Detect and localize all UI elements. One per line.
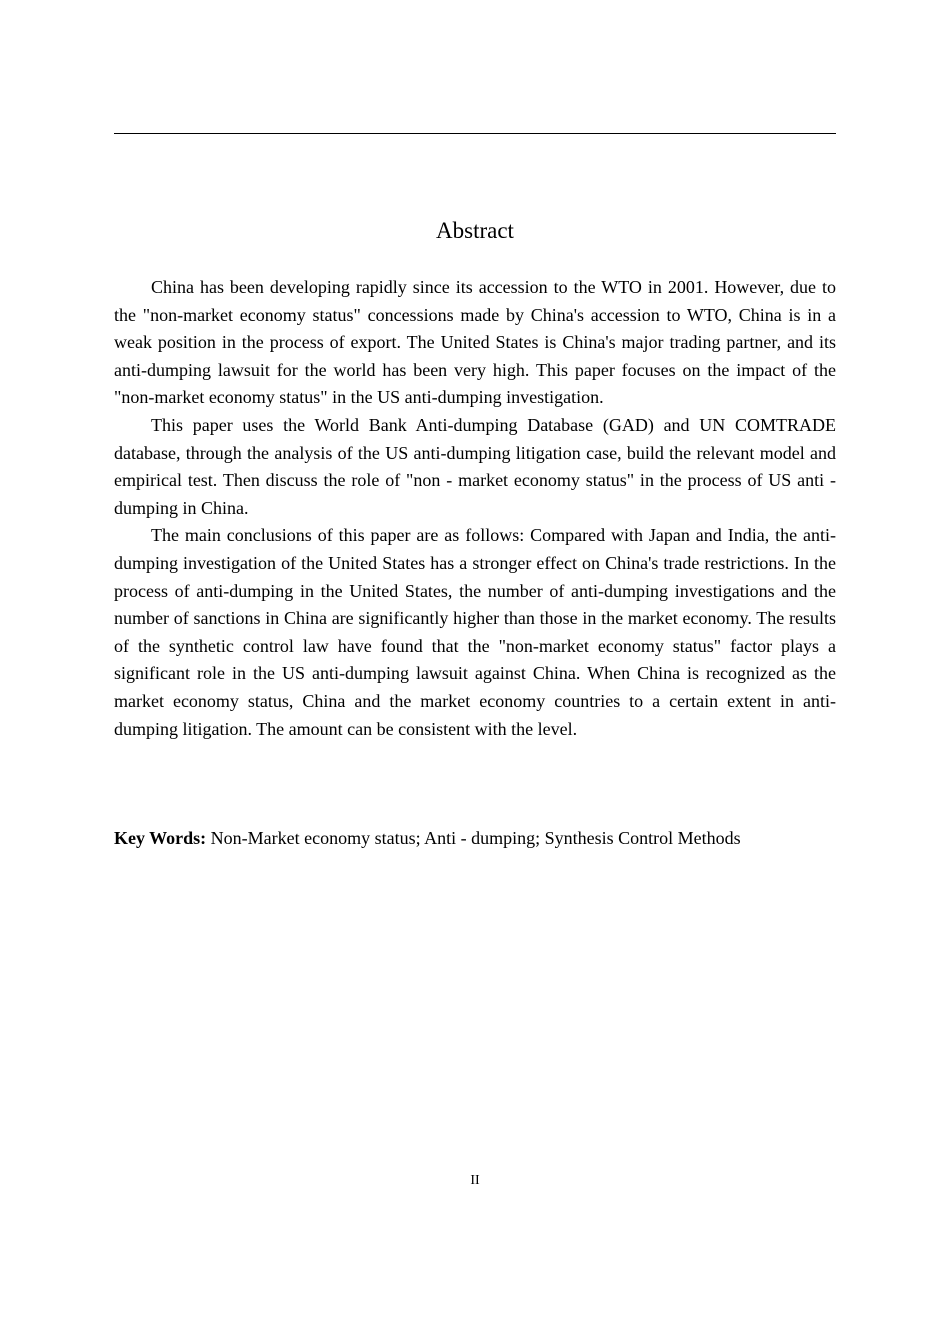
header-rule [114, 133, 836, 134]
abstract-paragraph-2: This paper uses the World Bank Anti-dumping Database (GAD) and UN COMTRADE database, through the analysis of the US anti-dumping litigation case, build the relevant model and empirical test. Then discuss the role of "non - market economy status" in the process of US anti - dumping in China. [114, 414, 836, 518]
keywords-label: Key Words: [114, 828, 207, 848]
abstract-paragraph-1: China has been developing rapidly since its accession to the WTO in 2001. However, due to the "non-market economy status" concessions made by China's accession to WTO, China is in a weak position in the process of export. The United States is China's major trading partner, and its anti-dumping lawsuit for the world has been very high. This paper focuses on the impact of the "non-market economy status" in the US anti-dumping investigation. [114, 277, 836, 408]
keywords-text: Non-Market economy status; Anti - dumping; Synthesis Control Methods [206, 828, 741, 848]
abstract-paragraph-3: The main conclusions of this paper are as follows: Compared with Japan and India, the anti-dumping investigation of the United States has a stronger effect on China's trade restrictions. In the process of anti-dumping in the United States, the number of anti-dumping investigations and the number of sanctions in China are significantly higher than those in the market economy. The results of the synthetic control law have found that the "non-market economy status" factor plays a significant role in the US anti-dumping lawsuit against China. When China is recognized as the market economy status, China and the market economy countries to a certain extent in anti-dumping litigation. The amount can be consistent with the level. [114, 525, 836, 739]
page-number: II [470, 1173, 480, 1188]
keywords-line [114, 825, 836, 853]
abstract-body [114, 274, 836, 743]
abstract-title: Abstract [436, 218, 514, 243]
